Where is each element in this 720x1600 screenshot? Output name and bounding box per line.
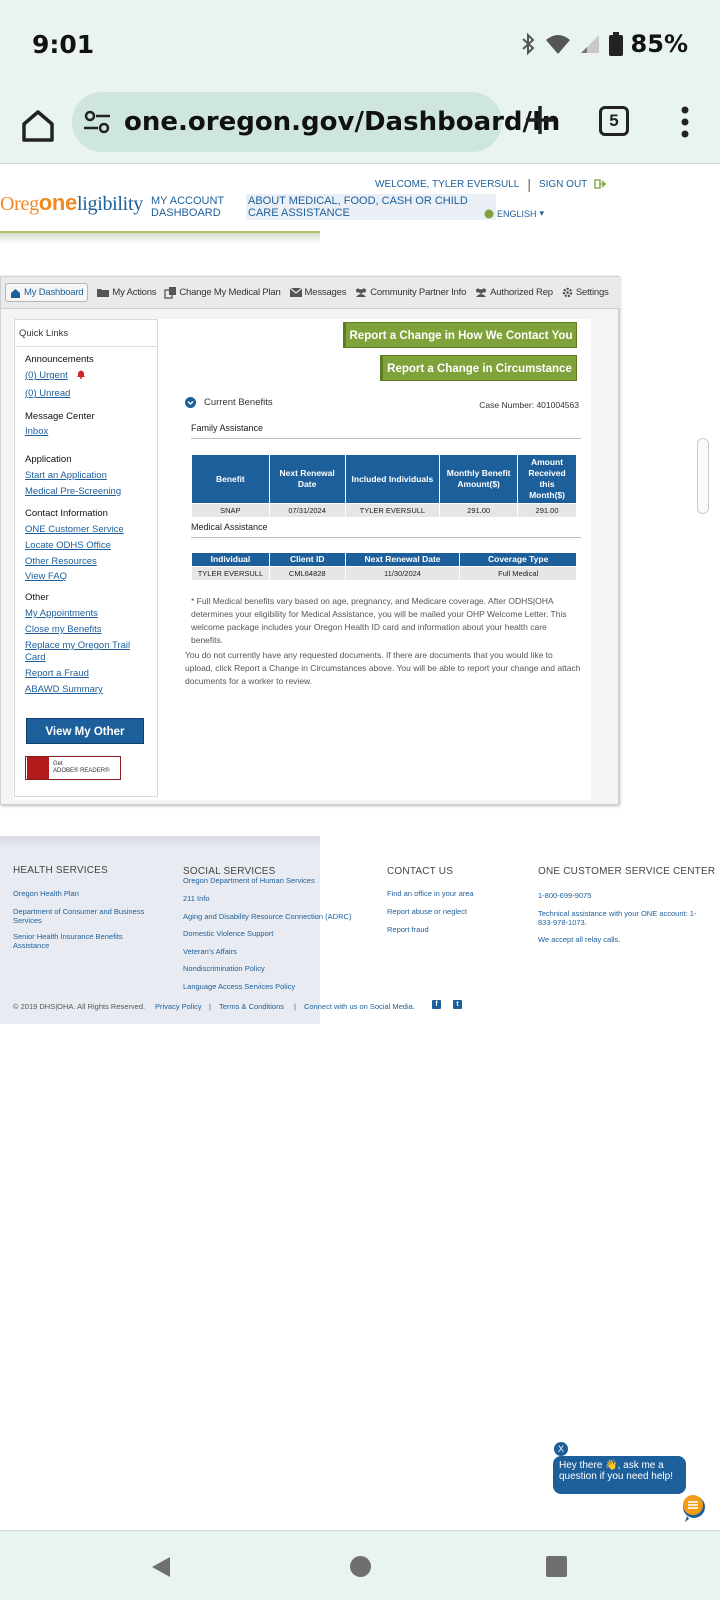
footer-link[interactable]: Domestic Violence Support — [183, 929, 274, 938]
adobe-reader-badge[interactable] — [25, 756, 121, 780]
copyright-text: © 2019 DHS|OHA. All Rights Reserved. — [13, 1002, 146, 1011]
table-cell: TYLER EVERSULL — [192, 567, 270, 581]
report-fraud-link[interactable]: Report a Fraud — [25, 668, 89, 679]
adobe-logo-icon — [27, 757, 49, 779]
terms-link[interactable] — [219, 1002, 284, 1011]
battery-icon — [609, 32, 623, 56]
table-cell: 291.00 — [440, 504, 518, 518]
bell-icon — [76, 369, 86, 379]
report-change-circumstance-button[interactable]: Report a Change in Circumstance — [380, 355, 577, 381]
footer-link[interactable]: Department of Consumer and Business Services — [13, 907, 145, 925]
privacy-policy-link[interactable] — [155, 1002, 202, 1011]
column-header: Included Individuals — [345, 455, 440, 504]
unread-link[interactable]: (0) Unread — [25, 388, 71, 399]
tab-my-actions[interactable] — [97, 287, 156, 298]
column-header: Monthly Benefit Amount($) — [440, 455, 518, 504]
case-number: Case Number: 401004563 — [479, 400, 579, 410]
one-customer-service-link[interactable]: ONE Customer Service — [25, 524, 124, 535]
home-icon[interactable] — [18, 106, 58, 146]
system-nav-bar — [0, 1530, 720, 1600]
column-header: Coverage Type — [460, 553, 577, 567]
start-application-link[interactable]: Start an Application — [25, 470, 107, 481]
status-icons — [519, 30, 688, 58]
column-header: Individual — [192, 553, 270, 567]
documents-note: You do not currently have any requested documents. If there are documents that you would like to upload, click Report a Change in Circumstances above. You will be able to report your change and attach documents for a worker to review. — [185, 650, 581, 686]
tab-label: My Actions — [112, 287, 157, 298]
dashboard-body — [13, 319, 591, 800]
recents-icon[interactable] — [546, 1556, 567, 1577]
logo-part-2: one — [38, 190, 77, 215]
technical-assistance-text: Technical assistance with your ONE account: 1-833-978-1073. — [538, 909, 697, 927]
home-icon — [10, 288, 21, 298]
tab-label: Community Partner Info — [370, 287, 467, 298]
adobe-get-text: Get — [53, 761, 63, 767]
locate-office-link[interactable]: Locate ODHS Office — [25, 540, 111, 551]
welcome-text: WELCOME, TYLER EVERSULL — [375, 178, 520, 190]
facebook-icon[interactable]: f — [432, 1000, 441, 1009]
main-content — [173, 319, 591, 797]
sign-out-icon[interactable] — [595, 179, 607, 189]
message-center-heading: Message Center — [25, 411, 95, 422]
footer-link[interactable]: Senior Health Insurance Benefits Assistance — [13, 932, 123, 950]
tab-settings[interactable] — [562, 287, 609, 298]
table-cell: 291.00 — [518, 504, 577, 518]
close-benefits-link[interactable]: Close my Benefits — [25, 624, 102, 635]
language-selector[interactable] — [484, 208, 544, 219]
footer-link[interactable]: Oregon Department of Human Services — [183, 876, 315, 885]
social-media-text[interactable]: Connect with us on Social Media. — [304, 1002, 415, 1011]
table-cell: CML64828 — [269, 567, 345, 581]
table-cell: 11/30/2024 — [345, 567, 460, 581]
family-assistance-table — [191, 454, 577, 518]
tab-label: Change My Medical Plan — [179, 287, 281, 298]
footer-separator: | — [209, 1002, 211, 1011]
customer-service-phone[interactable]: 1-800-699-9075 — [538, 891, 592, 900]
announcements-heading: Announcements — [25, 354, 94, 365]
language-label: ENGLISH — [497, 208, 537, 219]
tab-community-partner-info[interactable] — [355, 287, 466, 298]
view-faq-link[interactable]: View FAQ — [25, 571, 68, 582]
footer-link[interactable]: Oregon Health Plan — [13, 889, 79, 898]
globe-icon — [484, 209, 494, 219]
column-header: Next Renewal Date — [269, 455, 345, 504]
site-header — [0, 164, 720, 234]
contact-us-title: CONTACT US — [387, 866, 454, 877]
copy-icon — [165, 287, 176, 298]
nav-my-account-dashboard[interactable]: MY ACCOUNT DASHBOARD — [151, 195, 224, 219]
medical-prescreening-link[interactable]: Medical Pre-Screening — [25, 486, 122, 497]
nav-about-assistance[interactable]: ABOUT MEDICAL, FOOD, CASH OR CHILD CARE ASSISTANCE — [246, 194, 496, 220]
new-tab-icon[interactable] — [522, 102, 558, 138]
group-icon — [355, 288, 367, 297]
footer-link[interactable]: Report abuse or neglect — [387, 907, 468, 916]
footer-link[interactable]: Find an office in your area — [387, 889, 474, 898]
current-benefits-header[interactable] — [185, 397, 273, 408]
table-cell: Full Medical — [460, 567, 577, 581]
tab-label: Messages — [304, 287, 347, 298]
browser-toolbar — [0, 88, 720, 164]
oregon-eligibility-logo[interactable] — [0, 190, 143, 216]
tab-my-dashboard[interactable] — [5, 283, 88, 302]
welcome-separator: | — [527, 176, 531, 192]
privacy-policy-text[interactable]: Privacy Policy — [155, 1002, 202, 1011]
column-header: Next Renewal Date — [345, 553, 460, 567]
other-heading: Other — [25, 592, 49, 603]
adobe-badge-text — [53, 761, 110, 775]
table-cell: 07/31/2024 — [269, 504, 345, 518]
medical-footnote: * Full Medical benefits vary based on age, pregnancy, and Medicare coverage. After ODHS|OHA determines your eligibility for Medical Assistance, you will be mailed your OHP Welcome Letter. This welcome package includes your Oregon Health ID card and information about your health care benefits. — [191, 596, 567, 645]
medical-assistance-title: Medical Assistance — [191, 522, 581, 538]
abawd-summary-link[interactable]: ABAWD Summary — [25, 684, 103, 695]
dashboard-tabs — [1, 277, 620, 309]
signal-icon — [579, 33, 601, 55]
collapse-chevron-icon[interactable] — [185, 397, 196, 408]
group-icon — [475, 288, 487, 297]
header-divider — [0, 231, 320, 243]
gear-icon — [562, 287, 573, 298]
inbox-link[interactable]: Inbox — [25, 426, 49, 437]
welcome-row — [375, 176, 607, 192]
tab-messages[interactable] — [290, 287, 347, 298]
bluetooth-icon — [519, 33, 537, 55]
replace-card-link[interactable]: Replace my Oregon Trail Card — [25, 640, 131, 663]
current-benefits-title: Current Benefits — [204, 397, 273, 408]
tab-switcher-button[interactable]: 5 — [599, 106, 629, 136]
application-heading: Application — [25, 454, 72, 465]
view-other-cases-button[interactable]: View My Other — [26, 718, 144, 744]
social-media-link[interactable] — [304, 1002, 415, 1011]
report-change-contact-button[interactable]: Report a Change in How We Contact You — [343, 322, 577, 348]
health-services-title: HEALTH SERVICES — [13, 865, 108, 876]
logo-part-1: Oreg — [0, 193, 39, 215]
folder-icon — [97, 288, 109, 297]
scrollbar[interactable] — [697, 438, 709, 514]
url-text: one.oregon.gov/Dashboard/In — [124, 107, 561, 137]
table-row — [192, 567, 577, 581]
status-bar — [0, 0, 720, 88]
family-assistance-title: Family Assistance — [191, 423, 581, 439]
footer-link[interactable]: Aging and Disability Resource Connection (ADRC) — [183, 912, 352, 921]
footer-link[interactable]: Language Access Services Policy — [183, 982, 296, 991]
footer-link[interactable]: Report fraud — [387, 925, 429, 934]
address-bar[interactable] — [72, 92, 561, 152]
footer-link[interactable]: Nondiscrimination Policy — [183, 964, 265, 973]
quick-links-panel — [14, 319, 158, 797]
tab-change-medical-plan[interactable] — [165, 287, 280, 298]
urgent-link[interactable]: (0) Urgent — [25, 370, 68, 381]
envelope-icon — [290, 288, 302, 297]
my-appointments-link[interactable]: My Appointments — [25, 608, 98, 619]
terms-text[interactable]: Terms & Conditions — [219, 1002, 285, 1011]
footer-link[interactable]: 211 Info — [183, 894, 210, 903]
adobe-reader-text: ADOBE® READER® — [53, 768, 110, 774]
battery-percent: 85% — [630, 30, 688, 58]
logo-part-3: ligibility — [77, 193, 143, 215]
one-customer-service-title: ONE CUSTOMER SERVICE CENTER — [538, 866, 716, 877]
table-cell: TYLER EVERSULL — [345, 504, 440, 518]
column-header: Client ID — [269, 553, 345, 567]
chat-close-button[interactable]: X — [554, 1442, 568, 1456]
column-header: Amount Received this Month($) — [518, 455, 577, 504]
relay-calls-text: We accept all relay calls. — [538, 935, 621, 944]
dashboard-panel — [0, 276, 619, 805]
more-options-icon[interactable] — [680, 106, 690, 138]
column-header: Benefit — [192, 455, 270, 504]
footer-link[interactable]: Veteran's Affairs — [183, 947, 237, 956]
social-services-title: SOCIAL SERVICES — [183, 866, 276, 877]
tab-label: My Dashboard — [24, 287, 84, 298]
home-circle-icon[interactable] — [350, 1556, 371, 1577]
twitter-icon[interactable]: t — [453, 1000, 462, 1009]
back-icon[interactable] — [150, 1555, 172, 1579]
status-time: 9:01 — [32, 30, 95, 59]
sign-out-link[interactable]: SIGN OUT — [538, 178, 588, 190]
footer-divider — [0, 836, 320, 848]
wifi-icon — [545, 33, 571, 55]
chat-icon[interactable] — [681, 1493, 711, 1523]
footer-separator: | — [294, 1002, 296, 1011]
tab-label: Authorized Rep — [490, 287, 553, 298]
quick-links-title: Quick Links — [15, 320, 157, 347]
contact-information-heading: Contact Information — [25, 508, 108, 519]
site-settings-icon[interactable] — [82, 107, 112, 137]
table-cell: SNAP — [192, 504, 270, 518]
other-resources-link[interactable]: Other Resources — [25, 556, 97, 567]
chevron-down-icon: ▾ — [539, 208, 545, 218]
tab-label: Settings — [575, 287, 609, 298]
chat-prompt-bubble[interactable]: Hey there 👋, ask me a question if you need help! — [553, 1456, 686, 1494]
tab-authorized-rep[interactable] — [475, 287, 553, 298]
table-row — [192, 504, 577, 518]
medical-assistance-table — [191, 552, 577, 581]
